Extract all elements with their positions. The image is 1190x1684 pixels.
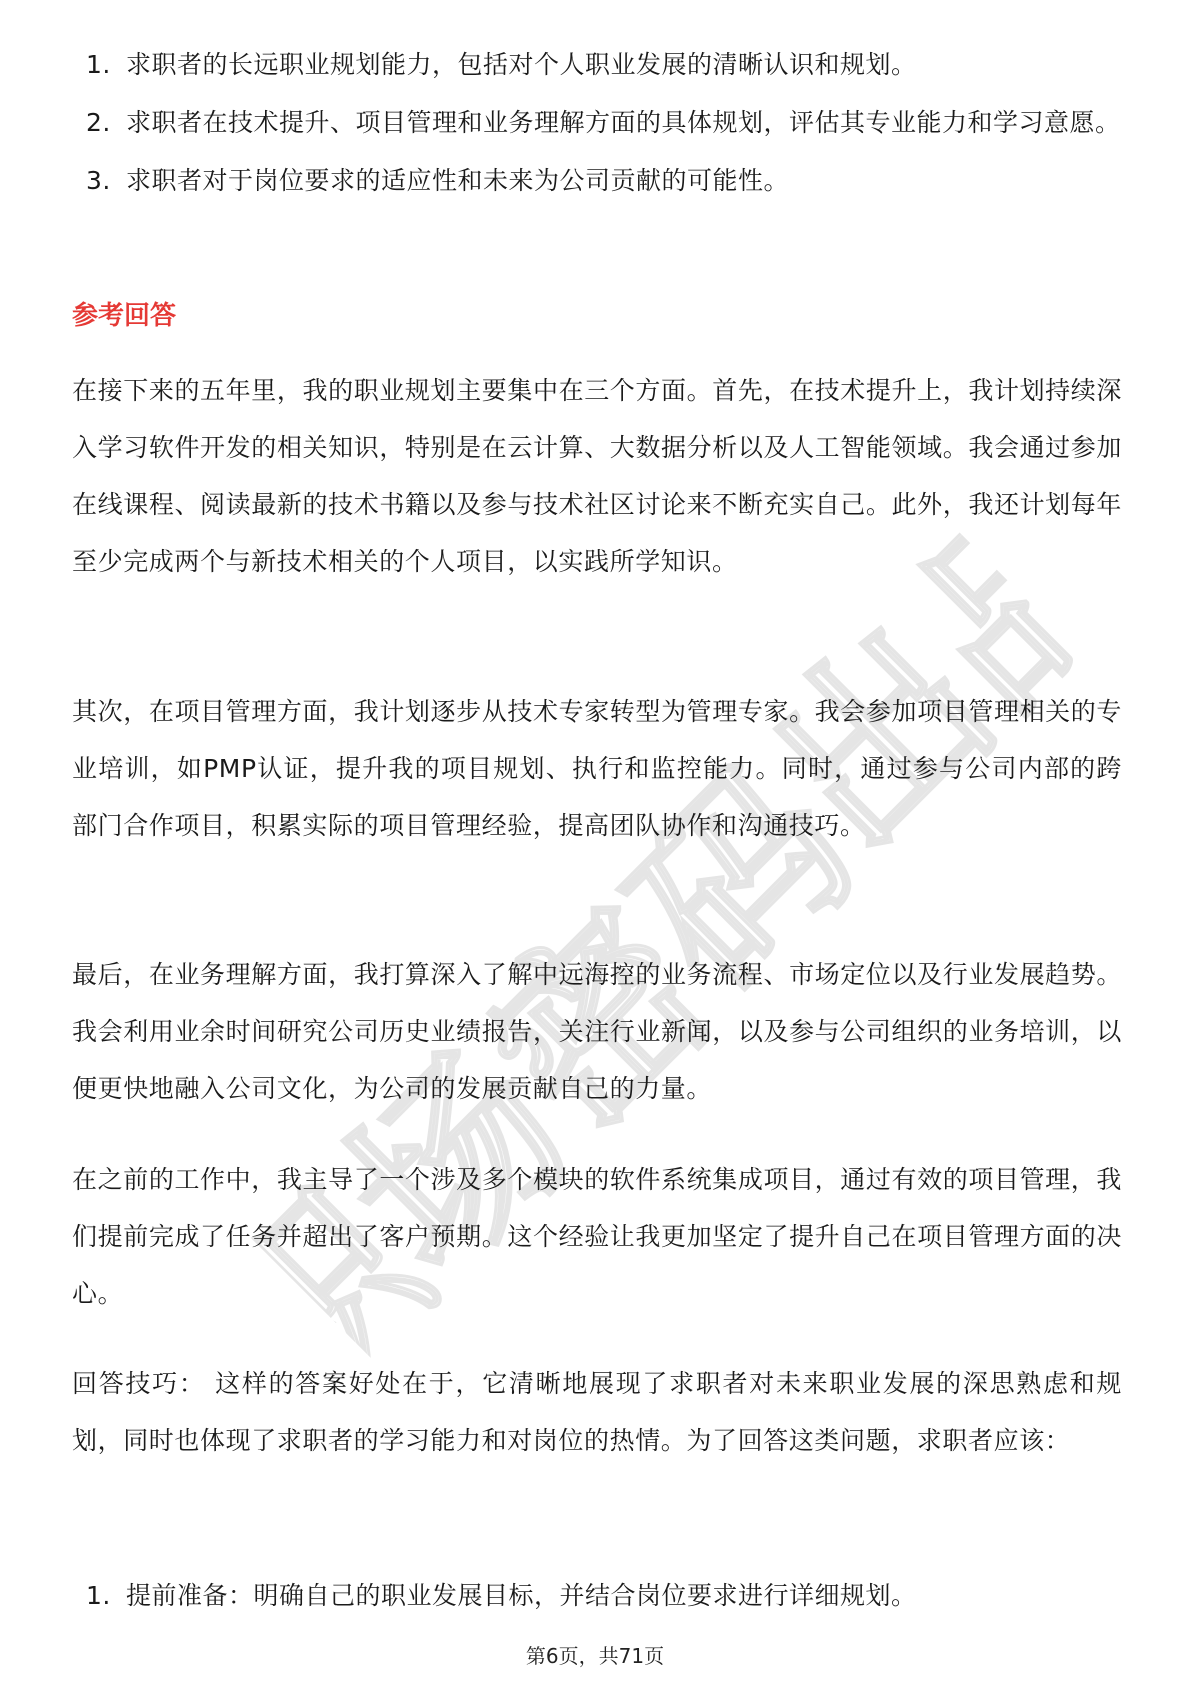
list-item — [72, 36, 1122, 94]
answer-tips-paragraph: 回答技巧： 这样的答案好处在于，它清晰地展现了求职者对未来职业发展的深思熟虑和规划，同时也体现了求职者的学习能力和对岗位的热情。为了回答这类问题，求职者应该： — [72, 1369, 1122, 1455]
answer-paragraph-1: 在接下来的五年里，我的职业规划主要集中在三个方面。首先，在技术提升上，我计划持续深入学习软件开发的相关知识，特别是在云计算、大数据分析以及人工智能领域。我会通过参加在线课程、阅读最新的技术书籍以及参与技术社区讨论来不断充实自己。此外，我还计划每年至少完成两个与新技术相关的个人项目，以实践所学知识。 — [72, 376, 1122, 576]
answer-paragraph-2: 其次，在项目管理方面，我计划逐步从技术专家转型为管理专家。我会参加项目管理相关的专业培训，如PMP认证，提升我的项目规划、执行和监控能力。同时，通过参与公司内部的跨部门合作项目，积累实际的项目管理经验，提高团队协作和沟通技巧。 — [72, 697, 1122, 840]
list-item-text: 求职者对于岗位要求的适应性和未来为公司贡献的可能性。 — [126, 166, 790, 195]
list-item — [72, 94, 1122, 152]
list-item-text: 求职者的长远职业规划能力，包括对个人职业发展的清晰认识和规划。 — [126, 50, 917, 79]
list-item-number: 3. — [86, 166, 111, 195]
answer-paragraph-3: 最后，在业务理解方面，我打算深入了解中远海控的业务流程、市场定位以及行业发展趋势。我会利用业余时间研究公司历史业绩报告，关注行业新闻，以及参与公司组织的业务培训，以便更快地融入公司文化，为公司的发展贡献自己的力量。 — [72, 960, 1122, 1103]
evaluation-points-list — [72, 36, 1122, 210]
list-item — [72, 1567, 1122, 1625]
list-item-number: 1. — [86, 50, 111, 79]
section-heading: 参考回答 — [72, 301, 177, 331]
answer-paragraph-4: 在之前的工作中，我主导了一个涉及多个模块的软件系统集成项目，通过有效的项目管理，我们提前完成了任务并超出了客户预期。这个经验让我更加坚定了提升自己在项目管理方面的决心。 — [72, 1165, 1122, 1308]
list-item-text: 提前准备：明确自己的职业发展目标，并结合岗位要求进行详细规划。 — [126, 1581, 917, 1610]
tips-list — [72, 1567, 1122, 1625]
list-item-number: 2. — [86, 108, 111, 137]
list-item — [72, 152, 1122, 210]
list-item-text: 求职者在技术提升、项目管理和业务理解方面的具体规划，评估其专业能力和学习意愿。 — [126, 108, 1121, 137]
watermark-text: 职场密码出品 — [224, 504, 1116, 1396]
page-footer: 第6页，共71页 — [525, 1644, 665, 1668]
list-item-number: 1. — [86, 1581, 111, 1610]
